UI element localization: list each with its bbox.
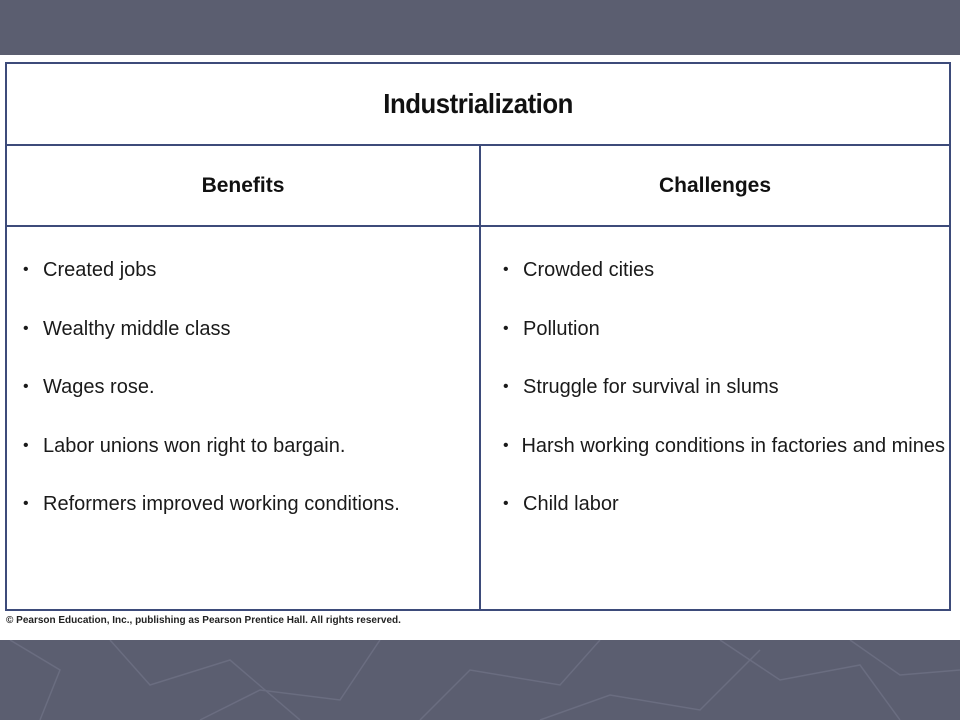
bullet-icon: • [503,319,509,337]
challenges-list [503,258,945,551]
list-item [503,375,945,434]
challenge-text: Harsh working conditions in factories and mines [521,434,945,457]
list-item [23,375,473,434]
bullet-icon: • [23,495,29,512]
benefits-header: Benefits [201,173,285,197]
challenge-text: Child labor [523,493,619,515]
list-item [23,258,473,317]
bullet-icon: • [23,319,29,337]
bullet-icon: • [503,436,509,454]
top-background-band [0,0,960,55]
bullet-icon: • [503,261,509,278]
decorative-pattern [0,640,960,720]
challenge-text: Crowded cities [523,259,655,281]
list-item [503,317,945,376]
benefit-text: Created jobs [43,259,157,281]
list-item [23,434,473,493]
bullet-icon: • [503,378,509,395]
bottom-background-band [0,640,960,720]
list-item [23,317,473,376]
bullet-icon: • [23,261,29,278]
benefits-list [23,258,473,551]
table-title: Industrialization [383,88,573,119]
comparison-table [5,62,951,611]
challenge-text: Pollution [523,317,600,340]
bullet-icon: • [23,378,29,395]
table-header-row [7,146,949,227]
bullet-icon: • [23,436,29,454]
copyright-note: © Pearson Education, Inc., publishing as Pearson Prentice Hall. All rights reserved. [6,615,401,626]
list-item [23,492,473,551]
bullet-icon: • [503,495,509,512]
column-divider [479,146,481,609]
list-item [503,434,945,493]
list-item [503,258,945,317]
list-item [503,492,945,551]
benefit-text: Reformers improved working conditions. [43,493,400,515]
challenge-text: Struggle for survival in slums [523,376,779,398]
slide-content [0,55,960,640]
benefit-text: Labor unions won right to bargain. [43,434,346,457]
benefit-text: Wages rose. [43,376,155,398]
table-title-row [7,64,949,146]
challenges-header: Challenges [658,173,772,197]
benefit-text: Wealthy middle class [43,317,231,340]
